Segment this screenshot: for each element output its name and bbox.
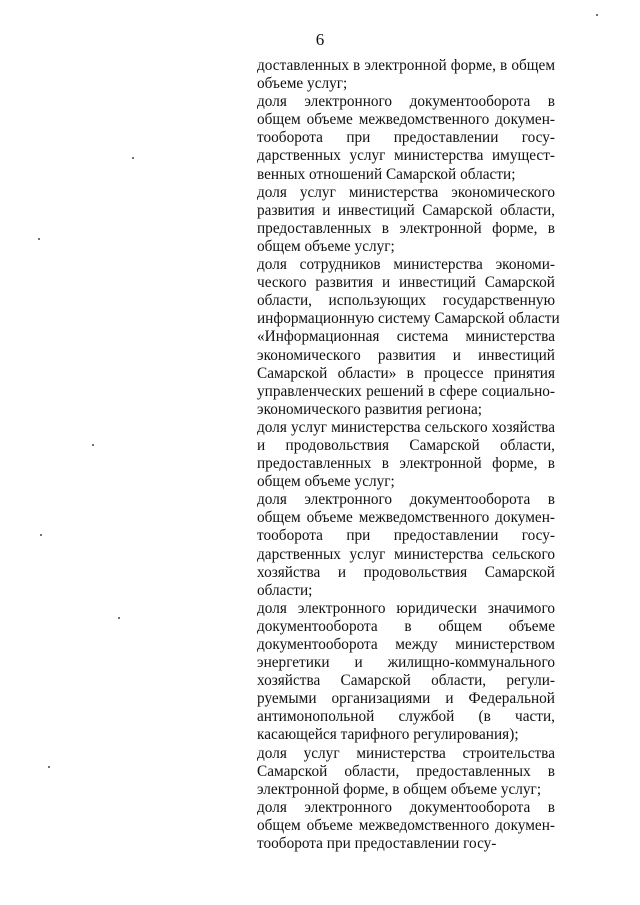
- text-line: области, использующих государственную: [257, 292, 555, 310]
- text-line: венных отношений Самарской области;: [257, 165, 516, 183]
- paragraph: [257, 600, 555, 745]
- text-line: общем объеме межведомственного докумен-: [257, 111, 555, 129]
- text-line: тооборота при предоставлении госу-: [257, 527, 555, 545]
- scan-speck: [38, 238, 40, 240]
- scan-speck: [132, 157, 134, 159]
- text-line: доля услуг министерства экономического: [257, 183, 555, 201]
- text-line: ческого развития и инвестиций Самарской: [257, 274, 555, 292]
- text-line: общем объеме услуг;: [257, 237, 395, 255]
- text-line: Самарской области, предоставленных в: [257, 762, 555, 780]
- text-line: развития и инвестиций Самарской области,: [257, 201, 555, 219]
- text-line: документооборота в общем объеме: [257, 617, 555, 635]
- text-line: области;: [257, 581, 313, 599]
- text-line: экономического развития региона;: [257, 400, 482, 418]
- text-line: предоставленных в электронной форме, в: [257, 219, 555, 237]
- text-line: руемыми организациями и Федеральной: [257, 690, 555, 708]
- text-line: общем объеме межведомственного докумен-: [257, 816, 555, 834]
- text-line: и продовольствия Самарской области,: [257, 436, 555, 454]
- text-line: доля услуг министерства сельского хозяйства: [257, 418, 555, 436]
- text-line: дарственных услуг министерства сельского: [257, 545, 555, 563]
- text-line: касающейся тарифного регулирования);: [257, 726, 519, 744]
- text-line: тооборота при предоставлении госу-: [257, 129, 555, 147]
- paragraph: [257, 93, 555, 183]
- text-line: доля сотрудников министерства экономи-: [257, 256, 555, 274]
- text-line: документооборота между министерством: [257, 636, 555, 653]
- paragraph: [257, 256, 560, 419]
- text-line: управленческих решений в сфере социально-: [257, 382, 555, 400]
- text-line: доля электронного документооборота в: [257, 798, 555, 816]
- text-line: антимонопольной службой (в части,: [257, 708, 555, 726]
- text-line: доставленных в электронной форме, в общем: [257, 57, 555, 74]
- text-line: предоставленных в электронной форме, в: [257, 455, 555, 473]
- text-line: общем объеме межведомственного докумен-: [257, 509, 555, 527]
- text-line: дарственных услуг министерства имущест-: [257, 147, 555, 165]
- scan-speck: [48, 766, 50, 768]
- text-line: «Информационная система министерства: [257, 328, 555, 346]
- text-line: объеме услуг;: [257, 75, 348, 93]
- scan-speck: [118, 617, 120, 619]
- text-line: электронной форме, в общем объеме услуг;: [257, 780, 542, 798]
- text-line: доля электронного документооборота в: [257, 93, 555, 111]
- scan-speck: [92, 444, 94, 446]
- body-text: [257, 57, 560, 853]
- text-line: доля электронного юридически значимого: [257, 599, 555, 617]
- paragraph: [257, 57, 555, 93]
- scan-speck: [596, 14, 598, 16]
- text-line: хозяйства и продовольствия Самарской: [257, 563, 555, 581]
- text-line: общем объеме услуг;: [257, 473, 395, 491]
- text-line: хозяйства Самарской области, регули-: [257, 672, 555, 690]
- text-line: тооборота при предоставлении госу-: [257, 835, 497, 853]
- paragraph: [257, 419, 555, 491]
- scan-speck: [40, 534, 42, 536]
- paragraph: [257, 491, 555, 600]
- text-line: информационную систему Самарской области: [257, 310, 560, 328]
- text-line: энергетики и жилищно-коммунального: [257, 654, 555, 672]
- text-line: доля электронного документооборота в: [257, 491, 555, 509]
- paragraph: [257, 745, 555, 799]
- text-line: Самарской области» в процессе принятия: [257, 364, 555, 382]
- paragraph: [257, 184, 555, 256]
- text-line: доля услуг министерства строительства: [257, 744, 555, 762]
- paragraph: [257, 799, 555, 853]
- page-number: 6: [315, 30, 325, 49]
- text-line: экономического развития и инвестиций: [257, 346, 555, 364]
